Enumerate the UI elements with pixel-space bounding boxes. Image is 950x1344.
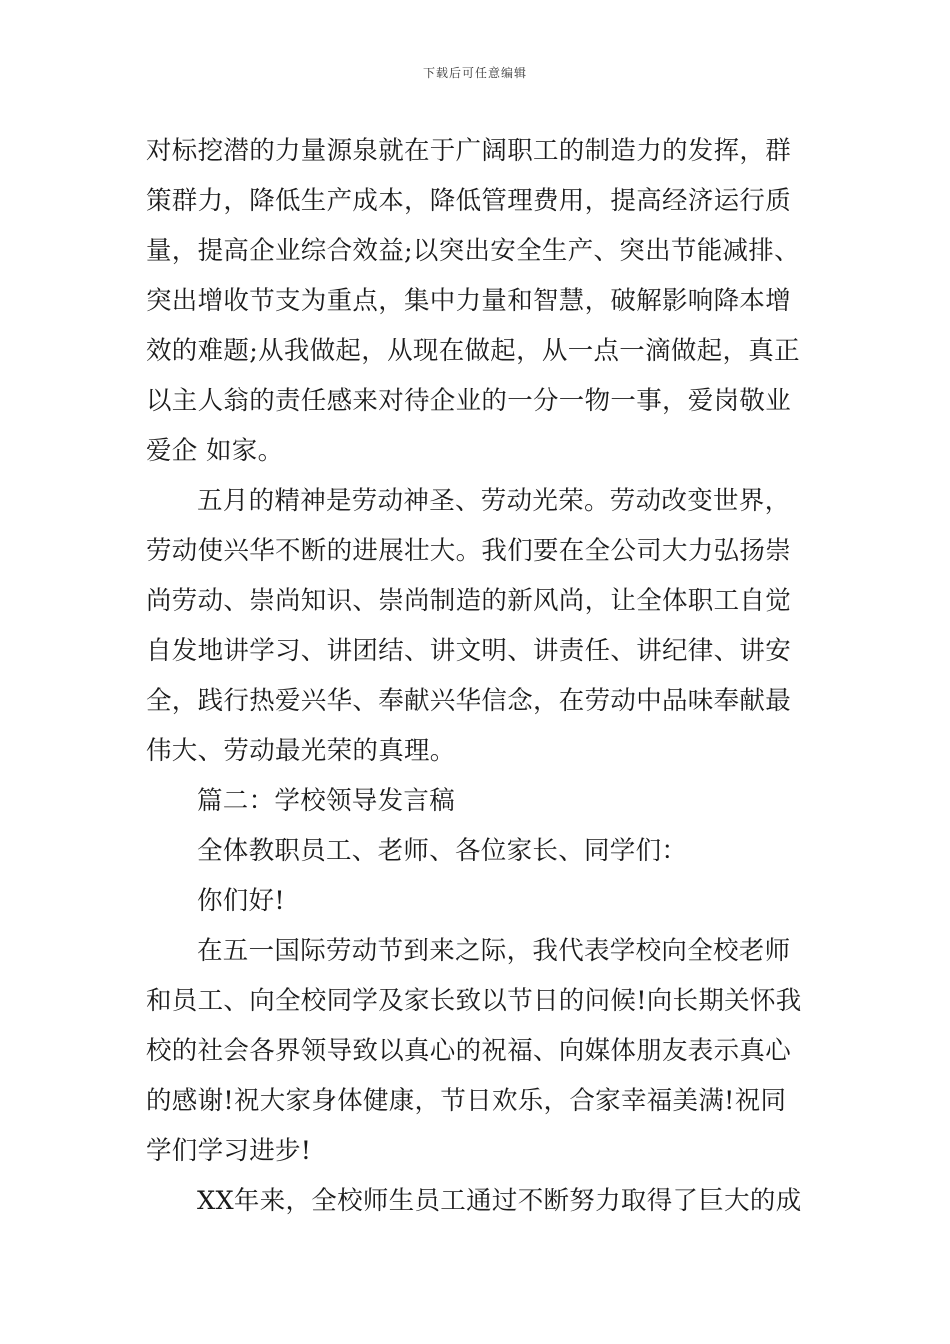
text-line: 全，践行热爱兴华、奉献兴华信念，在劳动中品味奉献最 bbox=[146, 686, 792, 716]
paragraph-p5 bbox=[146, 876, 811, 926]
text-line: XX年来，全校师生员工通过不断努力取得了巨大的成 bbox=[197, 1186, 802, 1216]
download-note: 下载后可任意编辑 bbox=[422, 66, 527, 80]
text-line: 五月的精神是劳动神圣、劳动光荣。劳动改变世界， bbox=[197, 486, 791, 516]
text-line: 尚劳动、崇尚知识、崇尚制造的新风尚，让全体职工自觉 bbox=[146, 586, 792, 616]
document-body bbox=[146, 126, 811, 1226]
paragraph-p2 bbox=[146, 476, 811, 776]
paragraph-p7 bbox=[146, 1176, 811, 1226]
text-line: 量，提高企业综合效益;以突出安全生产、突出节能减排、 bbox=[146, 236, 800, 266]
text-line: 校的社会各界领导致以真心的祝福、向媒体朋友表示真心 bbox=[146, 1036, 792, 1066]
text-line: 突出增收节支为重点，集中力量和智慧，破解影响降本增 bbox=[146, 286, 792, 316]
text-line: 爱企 如家。 bbox=[146, 436, 284, 466]
text-line: 自发地讲学习、讲团结、讲文明、讲责任、讲纪律、讲安 bbox=[146, 636, 792, 666]
text-line: 效的难题;从我做起，从现在做起，从一点一滴做起，真正 bbox=[146, 336, 800, 366]
text-line: 和员工、向全校同学及家长致以节日的问候!向长期关怀我 bbox=[146, 986, 802, 1016]
paragraph-p3 bbox=[146, 776, 811, 826]
paragraph-p4 bbox=[146, 826, 811, 876]
paragraph-p6 bbox=[146, 926, 811, 1176]
text-line: 全体教职员工、老师、各位家长、同学们： bbox=[197, 836, 688, 866]
text-line: 伟大、劳动最光荣的真理。 bbox=[146, 736, 456, 766]
text-line: 策群力，降低生产成本，降低管理费用，提高经济运行质 bbox=[146, 186, 792, 216]
paragraph-p1 bbox=[146, 126, 811, 476]
text-line: 劳动使兴华不断的进展壮大。我们要在全公司大力弘扬崇 bbox=[146, 536, 792, 566]
text-line: 对标挖潜的力量源泉就在于广阔职工的制造力的发挥，群 bbox=[146, 136, 792, 166]
text-line: 学们学习进步! bbox=[146, 1136, 312, 1166]
text-line: 以主人翁的责任感来对待企业的一分一物一事，爱岗敬业 bbox=[146, 386, 792, 416]
text-line: 的感谢!祝大家身体健康，节日欢乐，合家幸福美满!祝同 bbox=[146, 1086, 787, 1116]
text-line: 在五一国际劳动节到来之际，我代表学校向全校老师 bbox=[197, 936, 791, 966]
text-line: 篇二：学校领导发言稿 bbox=[197, 786, 456, 816]
text-line: 你们好! bbox=[197, 886, 285, 916]
